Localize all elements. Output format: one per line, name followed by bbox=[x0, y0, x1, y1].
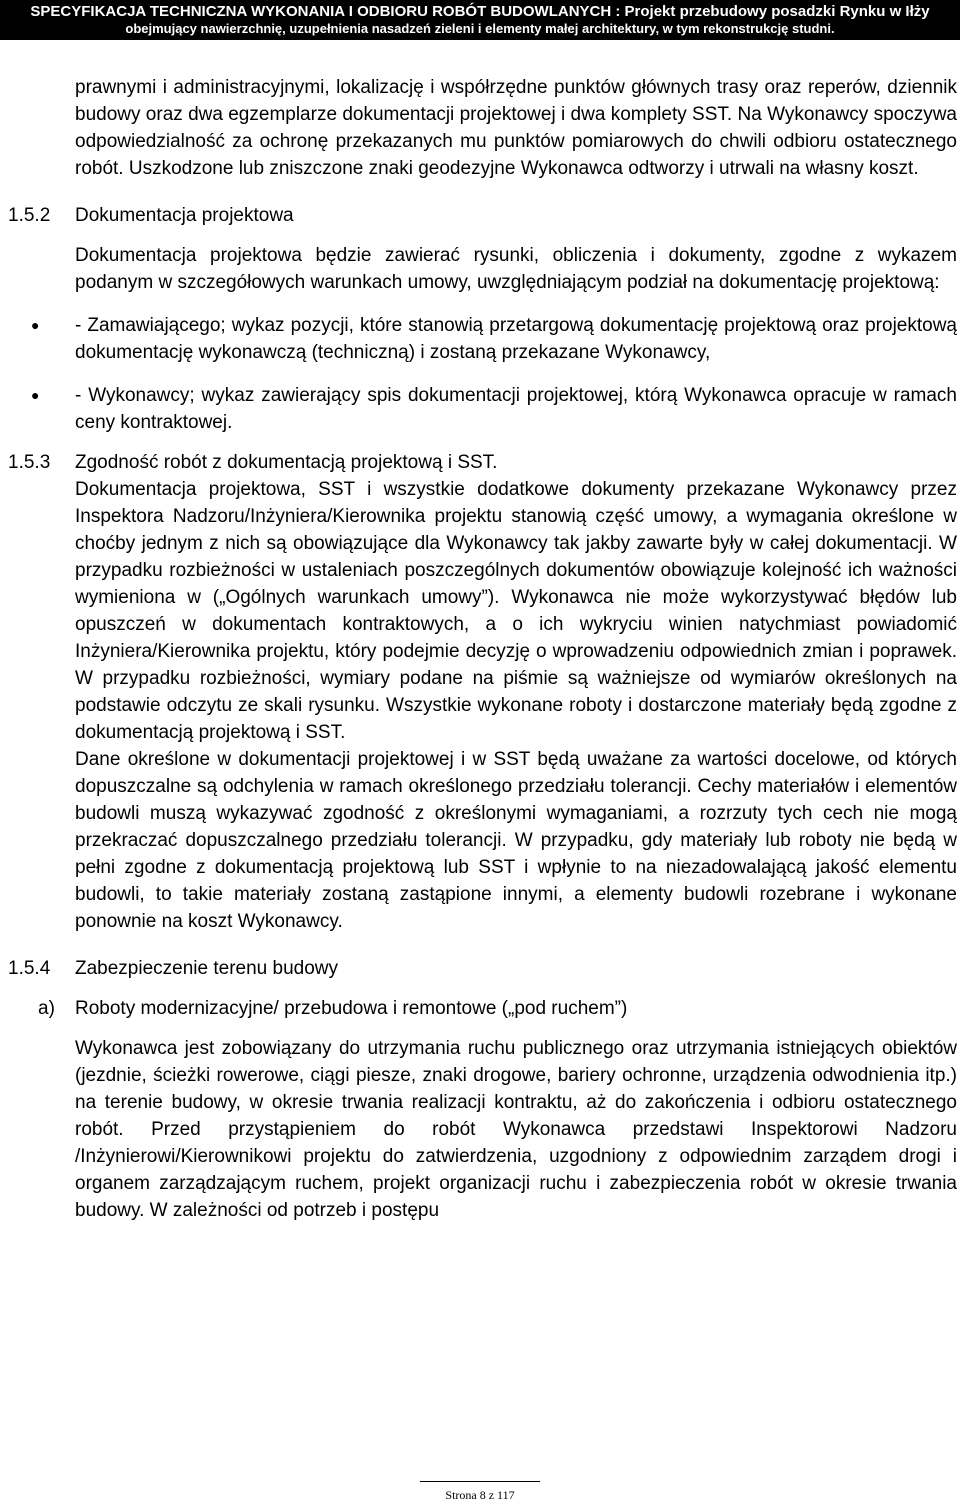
list-item bbox=[31, 382, 957, 436]
section-number: 1.5.2 bbox=[8, 205, 51, 226]
list-item-text: - Zamawiającego; wykaz pozycji, które stanowią przetargową dokumentację projektową oraz projektową dokumentację wykonawczą (techniczną) i zostaną przekazane Wykonawcy, bbox=[75, 315, 957, 363]
section-1-5-2-body: Dokumentacja projektowa będzie zawierać rysunki, obliczenia i dokumenty, zgodne z wykazem podanym w szczegółowych warunkach umowy, uwzględniającym podział na dokumentację projektową: bbox=[75, 245, 957, 293]
section-title: Zabezpieczenie terenu budowy bbox=[75, 958, 339, 979]
document-header bbox=[0, 0, 960, 40]
subsection-title: Roboty modernizacyjne/ przebudowa i remontowe („pod ruchem”) bbox=[75, 998, 628, 1019]
section-title: Zgodność robót z dokumentacją projektową i SST. bbox=[75, 452, 498, 473]
footer-divider bbox=[420, 1481, 540, 1482]
document-body bbox=[0, 74, 960, 1224]
bullet-dot-icon: ● bbox=[31, 387, 40, 403]
section-number: 1.5.3 bbox=[8, 452, 51, 473]
section-title: Dokumentacja projektowa bbox=[75, 205, 294, 226]
section-1-5-3-paragraph-1: Dokumentacja projektowa, SST i wszystkie dodatkowe dokumenty przekazane Wykonawcy przez Inspektora Nadzoru/Inżyniera/Kierownika projektu stanowią część umowy, a wymagania określone w choćby jednym z nich są obowiązujące dla Wykonawcy tak jakby zawarte były w całej dokumentacji. W przypadku rozbieżności w ustaleniach poszczególnych dokumentów obowiązuje kolejność ich ważności wymieniona w („Ogólnych warunkach umowy”). Wykonawca nie może wykorzystywać błędów lub opuszczeń w dokumentach kontraktowych, a o ich wykryciu winien natychmiast powiadomić Inżyniera/Kierownika projektu, który podejmie decyzję o wprowadzeniu odpowiednich zmian i poprawek. W przypadku rozbieżności, wymiary podane na piśmie są ważniejsze od wymiarów określonych na podstawie odczytu ze skali rysunku. Wszystkie wykonane roboty i dostarczone materiały będą zgodne z dokumentacją projektową i SST. bbox=[75, 479, 957, 743]
page-number: Strona 8 z 117 bbox=[445, 1488, 515, 1502]
section-1-5-3-paragraph-2: Dane określone w dokumentacji projektowej i w SST będą uważane za wartości docelowe, od których dopuszczalne są odchylenia w ramach określonego przedziału tolerancji. Cechy materiałów i elementów budowli muszą wykazywać zgodność z określonymi wymaganiami, a rozrzuty tych cech nie mogą przekraczać dopuszczalnego przedziału tolerancji. W przypadku, gdy materiały lub roboty nie będą w pełni zgodne z dokumentacją projektową lub SST i wpłynie to na niezadowalającą jakość elementu budowli, to takie materiały zostaną zastąpione innymi, a elementy budowli rozebrane i wykonane ponownie na koszt Wykonawcy. bbox=[75, 749, 957, 932]
section-1-5-2-heading bbox=[0, 202, 960, 229]
section-1-5-4-heading bbox=[0, 955, 960, 982]
section-1-5-4-body: Wykonawca jest zobowiązany do utrzymania ruchu publicznego oraz utrzymania istniejących obiektów (jezdnie, ścieżki rowerowe, ciągi piesze, znaki drogowe, bariery ochronne, urządzenia odwodnienia itp.) na terenie budowy, w okresie trwania realizacji kontraktu, aż do zakończenia i odbioru ostatecznego robót. Przed przystąpieniem do robót Wykonawca przedstawi Inspektorowi Nadzoru /Inżynierowi/Kierownikowi projektu do zatwierdzenia, uzgodniony z odpowiednim zarządem drogi i organem zarządzającym ruchem, projekt organizacji ruchu i zabezpieczenia robót w okresie trwania budowy. W zależności od potrzeb i postępu bbox=[75, 1038, 957, 1221]
subsection-letter: a) bbox=[38, 998, 55, 1019]
list-item-text: - Wykonawcy; wykaz zawierający spis dokumentacji projektowej, którą Wykonawca opracuje w ramach ceny kontraktowej. bbox=[75, 385, 957, 433]
header-title: SPECYFIKACJA TECHNICZNA WYKONANIA I ODBIORU ROBÓT BUDOWLANYCH : Projekt przebudowy posadzki Rynku w Iłży bbox=[30, 3, 930, 20]
bullet-dot-icon: ● bbox=[31, 317, 40, 333]
section-1-5-3-heading bbox=[0, 449, 960, 476]
list-item bbox=[31, 312, 957, 366]
intro-paragraph: prawnymi i administracyjnymi, lokalizację i współrzędne punktów głównych trasy oraz reperów, dziennik budowy oraz dwa egzemplarze dokumentacji projektowej i dwa komplety SST. Na Wykonawcy spoczywa odpowiedzialność za ochronę przekazanych mu punktów pomiarowych do chwili odbioru ostatecznego robót. Uszkodzone lub zniszczone znaki geodezyjne Wykonawca odtworzy i utrwali na własny koszt. bbox=[75, 77, 957, 179]
section-number: 1.5.4 bbox=[8, 958, 51, 979]
subsection-a-heading bbox=[0, 995, 960, 1022]
header-subtitle: obejmujący nawierzchnię, uzupełnienia nasadzeń zieleni i elementy małej architektury, w tym rekonstrukcję studni. bbox=[125, 21, 835, 36]
